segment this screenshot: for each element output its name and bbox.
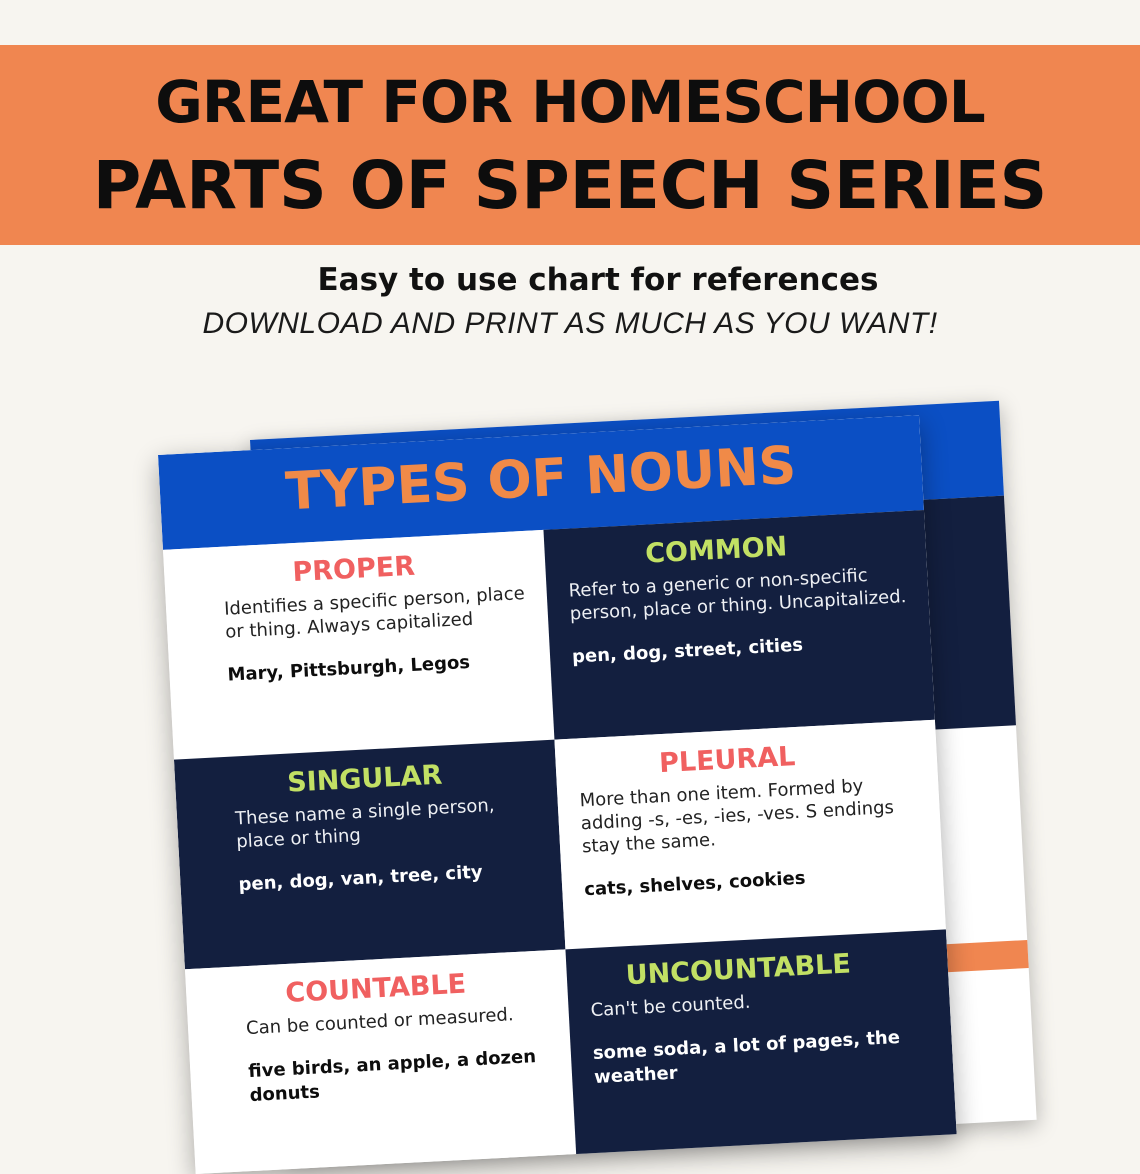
banner-headline: GREAT FOR HOMESCHOOL [155, 68, 985, 136]
nouns-chart-sheet [158, 415, 957, 1174]
card-title: COUNTABLE [284, 968, 467, 1010]
card-singular [174, 740, 565, 970]
card-title: PROPER [291, 550, 416, 589]
card-title: SINGULAR [286, 759, 443, 799]
card-examples: Mary, Pittsburgh, Legos [227, 651, 471, 686]
card-description: Can be counted or measured. [245, 1004, 515, 1040]
card-examples: pen, dog, street, cities [571, 634, 804, 668]
card-pleural [554, 720, 945, 950]
card-common [543, 510, 934, 740]
subtitle: Easy to use chart for references [317, 262, 879, 298]
card-title: PLEURAL [658, 741, 797, 780]
card-examples: pen, dog, van, tree, city [238, 861, 484, 896]
card-description: Identifies a specific person, place or thing. Always capitalized [223, 583, 526, 643]
card-title: UNCOUNTABLE [624, 948, 852, 992]
card-proper [163, 530, 554, 760]
card-description: Refer to a generic or non-specific person, place or thing. Uncapitalized. [568, 565, 907, 625]
card-examples: some soda, a lot of pages, the weather [592, 1026, 901, 1089]
card-uncountable [565, 929, 956, 1159]
card-title: COMMON [644, 531, 789, 570]
card-description: More than one item. Formed by adding -s, -es, -ies, -ves. S endings stay the same. [579, 775, 895, 858]
card-examples: five birds, an apple, a dozen donuts [247, 1046, 537, 1107]
card-description: These name a single person, place or thing [234, 794, 495, 853]
tagline: DOWNLOAD AND PRINT AS MUCH AS YOU WANT! [202, 307, 938, 340]
banner-title: PARTS OF SPEECH SERIES [92, 147, 1048, 224]
card-countable [185, 949, 576, 1174]
top-banner [0, 45, 1140, 245]
sheet-title: TYPES OF NOUNS [284, 435, 798, 523]
card-examples: cats, shelves, cookies [583, 867, 806, 901]
card-description: Can't be counted. [590, 991, 751, 1022]
